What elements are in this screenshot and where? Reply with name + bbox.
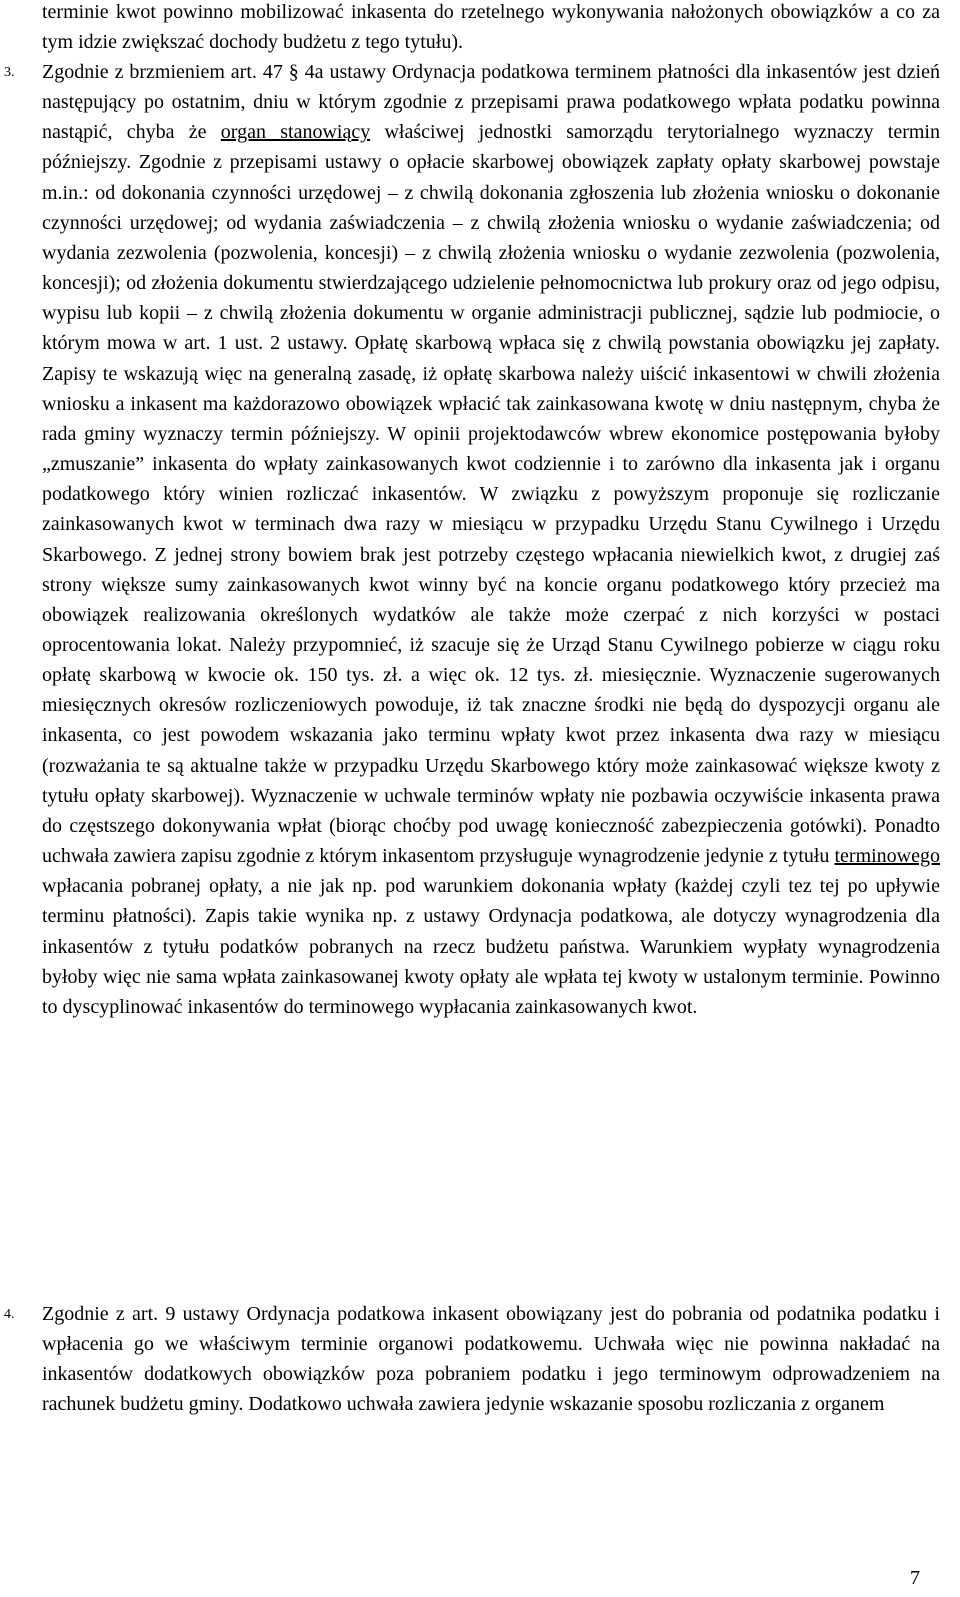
item-3-text-part2: właściwej jednostki samorządu terytorialnego wyznaczy termin późniejszy. Zgodnie z przepisami ustawy o opłacie skarbowej obowiązek zapłaty opłaty skarbowej powstaje m.in.: od dokonania czynności urzędowej – z chwilą dokonania zgłoszenia lub złożenia wniosku o dokonanie czynności urzędowej; od wydania zaświadczenia – z chwilą złożenia wniosku o wydanie zaświadczenia; od wydania zezwolenia (pozwolenia, koncesji) – z chwilą złożenia wniosku o wydanie zezwolenia (pozwolenia, koncesji); od złożenia dokumentu stwierdzającego udzielenie pełnomocnictwa lub prokury oraz od jego odpisu, wypisu lub kopii – z chwilą złożenia dokumentu w organie administracji publicznej, sądzie lub podmiocie, o którym mowa w art. 1 ust. 2 ustawy. Opłatę skarbową wpłaca się z chwilą powstania obowiązku jej zapłaty. Zapisy te wskazują więc na generalną zasadę, iż opłatę skarbowa należy uiścić inkasentowi w chwili złożenia wniosku a inkasent ma każdorazowo obowiązek wpłacić tak zainkasowana kwotę w dniu następnym, chyba że rada gminy wyznaczy termin późniejszy. W opinii projektodawców wbrew ekonomice postępowania byłoby „zmuszanie” inkasenta do wpłaty zainkasowanych kwot codziennie i to zarówno dla inkasenta jak i organu podatkowego który winien rozliczać inkasentów. W związku z powyższym proponuje się rozliczanie zainkasowanych kwot w terminach dwa razy w miesiącu w przypadku Urzędu Stanu Cywilnego i Urzędu Skarbowego. Z jednej strony bowiem brak jest potrzeby częstego wpłacania niewielkich kwot, z drugiej zaś strony większe sumy zainkasowanych kwot winny być na koncie organu podatkowego który przecież ma obowiązek realizowania określonych wydatków ale także może czerpać z nich korzyści w postaci oprocentowania lokat. Należy przypomnieć, iż szacuje się że Urząd Stanu Cywilnego pobierze w ciągu roku opłatę skarbową w kwocie ok. 150 tys. zł. a więc ok. 12 tys. zł. miesięcznie. Wyznaczenie sugerowanych miesięcznych okresów rozliczeniowych powoduje, iż tak znaczne środki nie będą do dyspozycji organu ale inkasenta, co jest powodem wskazania jako terminu wpłaty kwot przez inkasenta dwa razy w miesiącu (rozważania te są aktualne także w przypadku Urzędu Skarbowego który może zainkasować większe kwoty z tytułu opłaty skarbowej). Wyznaczenie w uchwale terminów wpłaty nie pozbawia oczywiście inkasenta prawa do częstszego dokonywania wpłat (biorąc choćby pod uwagę konieczność zabezpieczenia gotówki). Ponadto uchwała zawiera zapisu zgodnie z którym inkasentom przysługuje wynagrodzenie jedynie z tytułu bbox=[42, 121, 940, 868]
continuation-paragraph: terminie kwot powinno mobilizować inkasenta do rzetelnego wykonywania nałożonych obowiązków a co za tym idzie zwiększać dochody budżetu z tego tytułu). bbox=[42, 1, 940, 54]
item-number-3: 3. bbox=[4, 65, 15, 80]
item-3-text-part1: Zgodnie z brzmieniem art. 47 § 4a ustawy Ordynacja podatkowa terminem płatności dla inkasentów jest dzień następujący po ostatnim, dniu w którym zgodnie z przepisami prawa podatkowego wpłata podatku powinna nastąpić, chyba że bbox=[42, 61, 940, 144]
item-number-4: 4. bbox=[4, 1307, 15, 1322]
item-3-text-part3: wpłacania pobranej opłaty, a nie jak np. pod warunkiem dokonania wpłaty (każdej czyli tez tej po upływie terminu płatności). Zapis takie wynika np. z ustawy Ordynacja podatkowa, ale dotyczy wynagrodzenia dla inkasentów z tytułu podatków pobranych na rzecz budżetu państwa. Warunkiem wypłaty wynagrodzenia byłoby więc nie sama wpłata zainkasowanej kwoty opłaty ale wpłata tej kwoty w ustalonym terminie. Powinno to dyscyplinować inkasentów do terminowego wypłacania zainkasowanych kwot. bbox=[42, 875, 940, 1018]
item-3-underlined-organ-stanowiacy: organ stanowiący bbox=[220, 121, 371, 144]
item-4-paragraph: Zgodnie z art. 9 ustawy Ordynacja podatkowa inkasent obowiązany jest do pobrania od podatnika podatku i wpłacenia go we właściwym terminie organowi podatkowemu. Uchwała więc nie powinna nakładać na inkasentów dodatkowych obowiązków poza pobraniem podatku i jego terminowym odprowadzeniem na rachunek budżetu gminy. Dodatkowo uchwała zawiera jedynie wskazanie sposobu rozliczania z organem bbox=[42, 1303, 940, 1416]
item-3-underlined-terminowego: terminowego bbox=[834, 845, 940, 868]
item-3-paragraph bbox=[42, 57, 940, 1022]
page-number: 7 bbox=[910, 1567, 920, 1589]
